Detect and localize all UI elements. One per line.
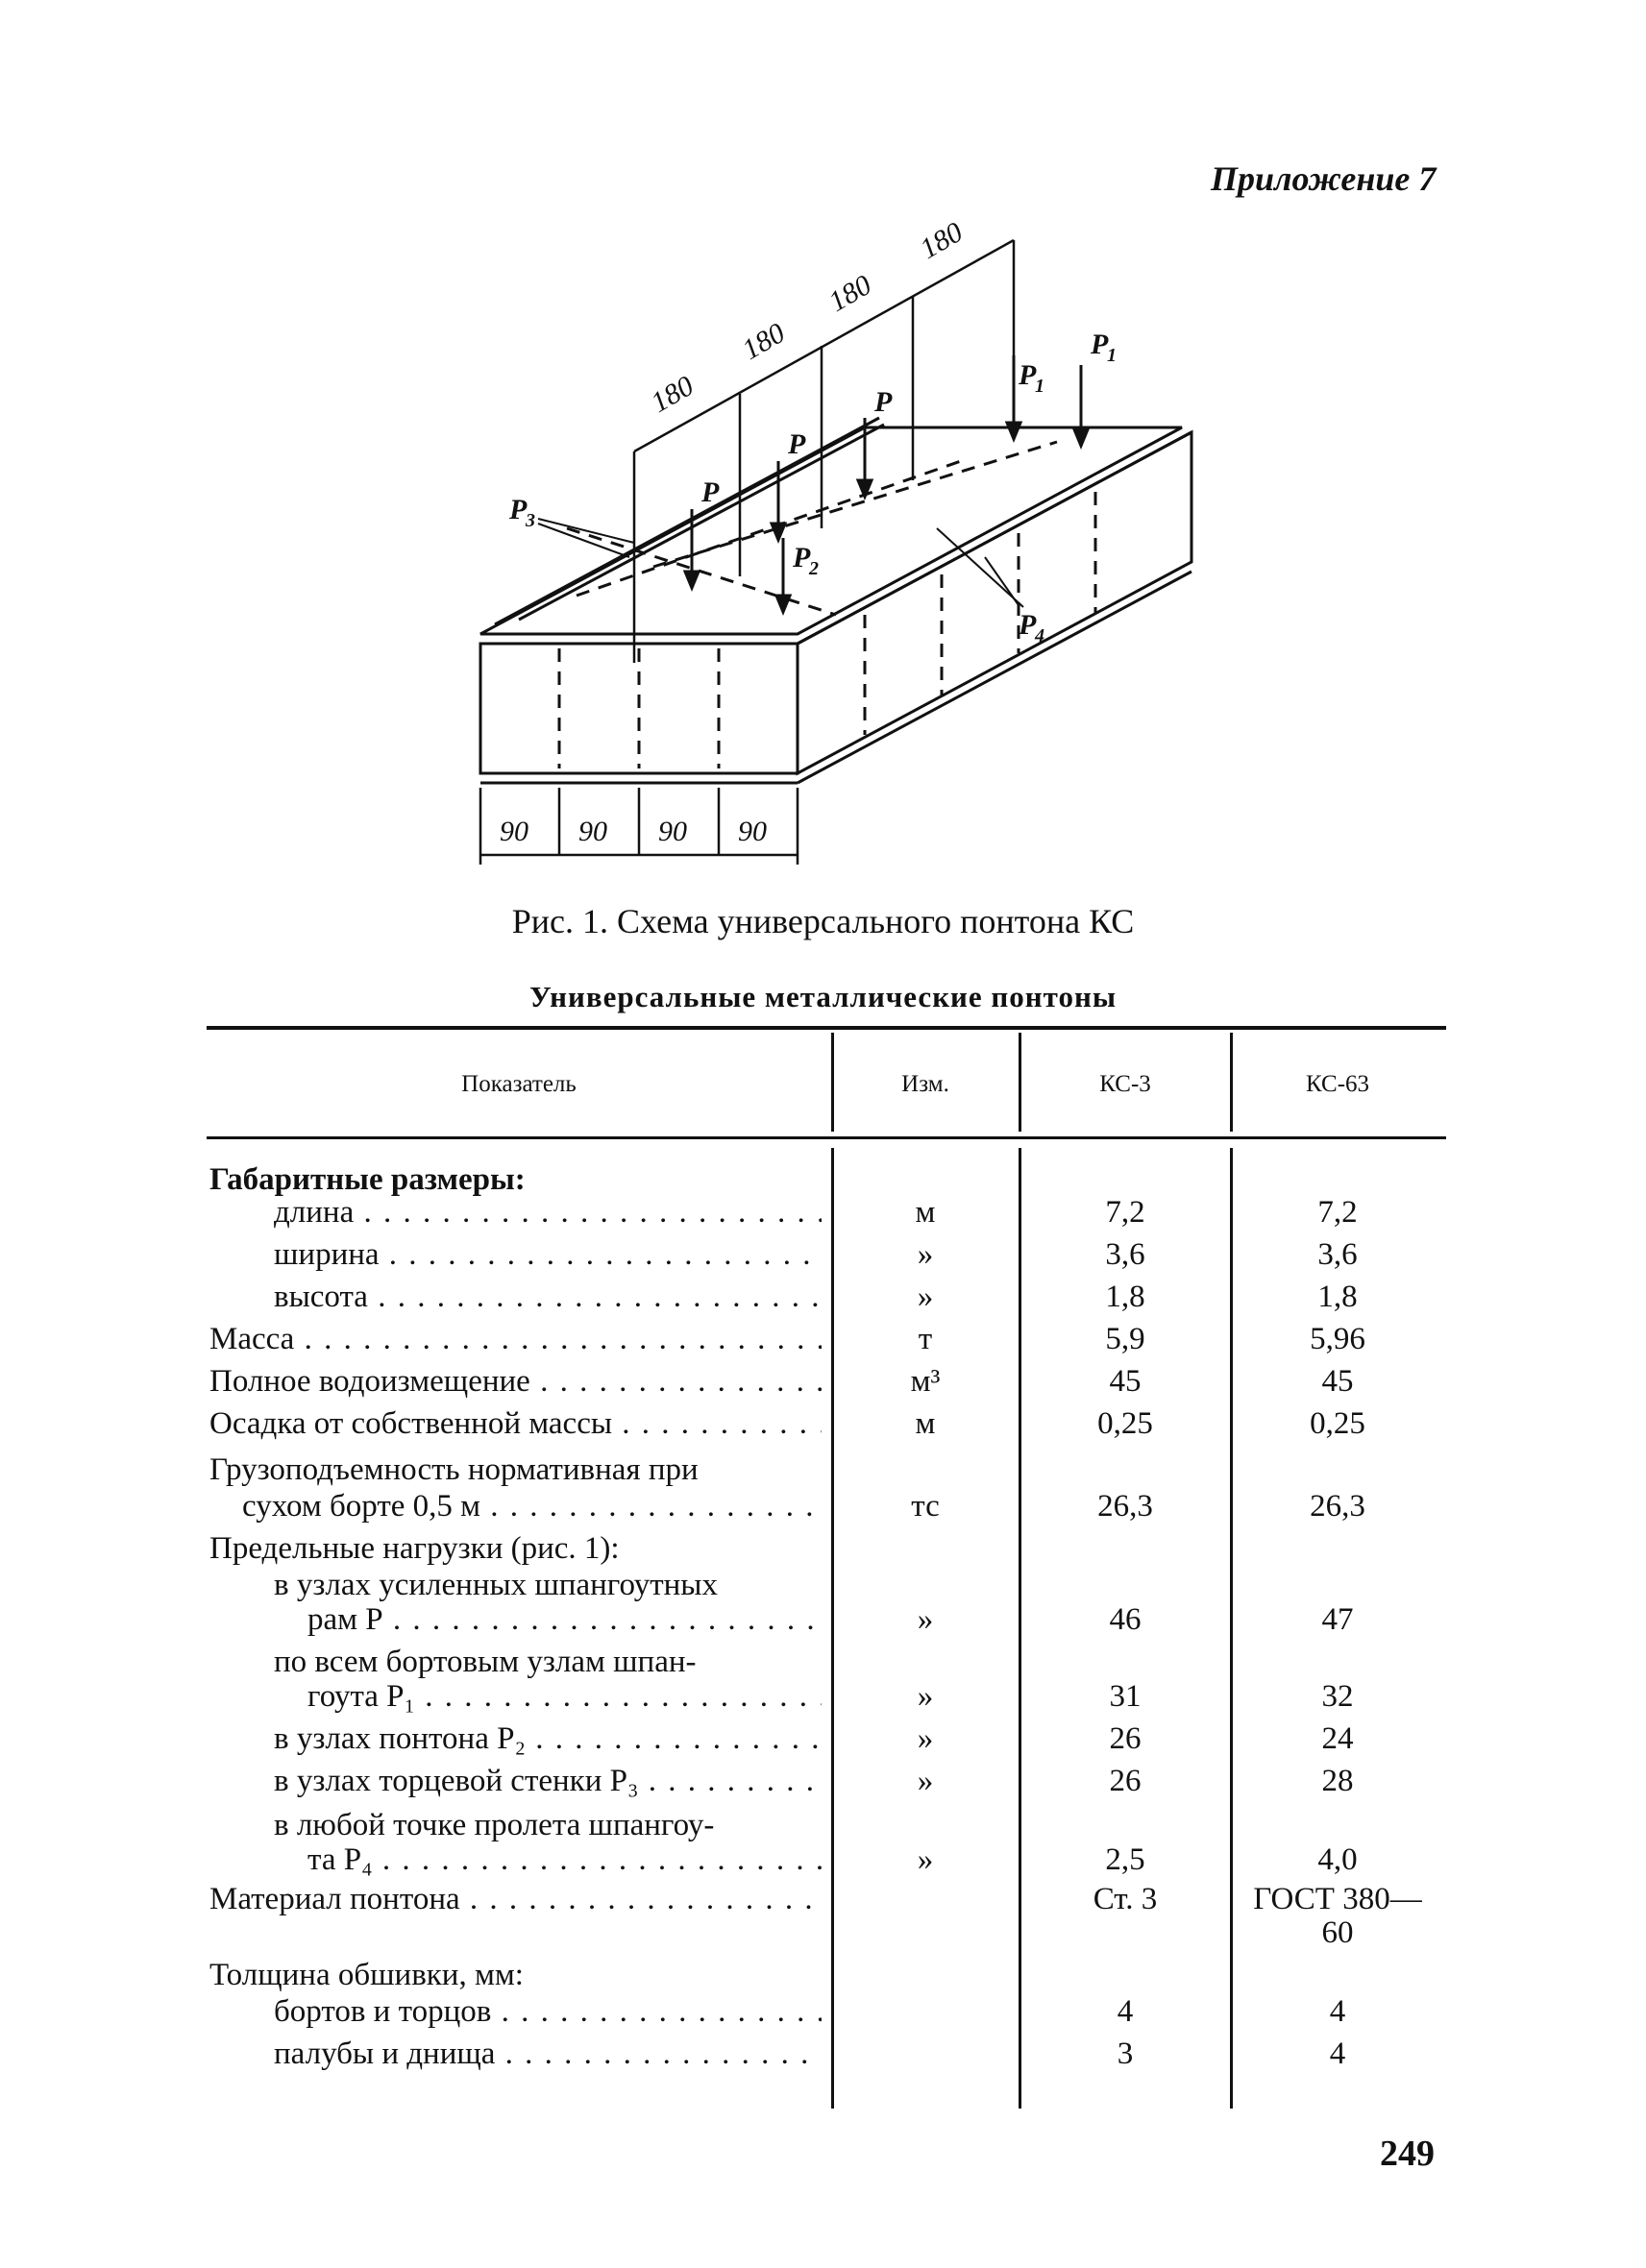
table-row — [0, 1990, 1646, 2033]
row-unit: м³ — [910, 1364, 941, 1399]
dim-bottom-3: 90 — [658, 816, 687, 847]
pontoon-figure — [461, 211, 1211, 884]
row-ks3: Ст. 3 — [1093, 1882, 1158, 1916]
row-ks3: 5,9 — [1105, 1322, 1145, 1356]
row-label: бортов и торцов . . . — [274, 1990, 822, 2033]
row-ks63: 4 — [1329, 2036, 1346, 2071]
load-label-p-3: P — [874, 386, 893, 418]
table-row — [0, 1839, 1646, 1881]
row-ks63: 4 — [1329, 1994, 1346, 2029]
row-unit: » — [917, 1679, 934, 1714]
load-label-p1-b: P — [1091, 329, 1109, 360]
load-label-p1-a: P — [1019, 359, 1037, 391]
col-header-unit: Изм. — [901, 1071, 949, 1097]
row-ks3: 3,6 — [1105, 1237, 1145, 1272]
table-row — [0, 2033, 1646, 2075]
row-ks3: 26 — [1109, 1721, 1142, 1756]
row-label: гоута P₁ . . . — [307, 1675, 822, 1718]
row-label: Масса . . . — [209, 1318, 822, 1360]
row-ks3: 45 — [1109, 1364, 1142, 1399]
row-ks63: 24 — [1321, 1721, 1354, 1756]
row-unit: м — [915, 1195, 936, 1230]
row-label: в узлах усиленных шпангоутных — [274, 1568, 718, 1602]
load-label-p3: P — [509, 494, 528, 525]
internal-frames — [559, 442, 1095, 768]
row-label: в любой точке пролета шпангоу- — [274, 1808, 715, 1842]
row-ks3: 26 — [1109, 1764, 1142, 1798]
row-label: по всем бортовым узлам шпан- — [274, 1645, 697, 1679]
row-ks63: 7,2 — [1317, 1195, 1358, 1230]
top-dimension-line — [634, 240, 1014, 663]
pontoon-outline — [480, 418, 1192, 783]
row-ks63: 1,8 — [1317, 1280, 1358, 1314]
row-ks3: 1,8 — [1105, 1280, 1145, 1314]
dim-bottom-4: 90 — [738, 816, 767, 847]
dim-top-4: 180 — [915, 215, 969, 266]
table-row — [0, 1318, 1646, 1360]
row-ks63: 28 — [1321, 1764, 1354, 1798]
row-label: Полное водоизмещение . . . — [209, 1360, 822, 1402]
row-ks63: 60 — [1321, 1915, 1354, 1950]
row-ks63: 5,96 — [1310, 1322, 1365, 1356]
row-ks3: 4 — [1117, 1994, 1134, 2029]
row-label: Осадка от собственной массы . . . — [209, 1402, 822, 1445]
load-label-p1-a-sub: 1 — [1035, 376, 1044, 397]
row-ks3: 26,3 — [1097, 1489, 1153, 1524]
table-row — [0, 1718, 1646, 1760]
col-header-ks63: КС-63 — [1305, 1071, 1370, 1097]
load-label-p2: P — [793, 542, 811, 573]
dim-top-2: 180 — [737, 316, 791, 367]
load-label-p3-sub: 3 — [526, 510, 535, 531]
table-header-rule — [207, 1136, 1446, 1139]
row-unit: тс — [911, 1489, 940, 1524]
row-ks63: 32 — [1321, 1679, 1354, 1714]
table-row — [0, 1598, 1646, 1641]
load-label-p1-b-sub: 1 — [1107, 345, 1117, 366]
table-row — [0, 1360, 1646, 1402]
table-row — [0, 1675, 1646, 1718]
row-label: сухом борте 0,5 м . . . — [242, 1485, 822, 1527]
load-label-p4: P — [1019, 609, 1037, 641]
row-label: ширина . . . — [274, 1233, 822, 1276]
row-ks63: 4,0 — [1317, 1842, 1358, 1877]
figure-caption: Рис. 1. Схема универсального понтона КС — [511, 902, 1135, 940]
table-row — [0, 1760, 1646, 1802]
row-unit: » — [917, 1237, 934, 1272]
table-title: Универсальные металлические понтоны — [528, 980, 1118, 1013]
row-ks63: 47 — [1321, 1602, 1354, 1637]
row-unit: » — [917, 1280, 934, 1314]
row-label: палубы и днища . . . — [274, 2033, 822, 2075]
row-ks3: 31 — [1109, 1679, 1142, 1714]
load-label-p2-sub: 2 — [809, 558, 819, 579]
table-row — [0, 1485, 1646, 1527]
table-row — [0, 1233, 1646, 1276]
load-label-p4-sub: 4 — [1035, 625, 1044, 646]
row-label: Материал понтона . . . — [209, 1878, 822, 1920]
row-unit: » — [917, 1602, 934, 1637]
row-ks3: 2,5 — [1105, 1842, 1145, 1877]
dim-top-3: 180 — [823, 268, 877, 319]
row-label: та P₄ . . . — [307, 1839, 822, 1881]
row-unit: » — [917, 1842, 934, 1877]
dim-top-1: 180 — [646, 369, 700, 420]
load-label-p-1: P — [701, 476, 720, 508]
row-ks3: 46 — [1109, 1602, 1142, 1637]
row-label: Толщина обшивки, мм: — [209, 1958, 524, 1992]
row-label: Предельные нагрузки (рис. 1): — [209, 1531, 620, 1566]
row-label: Грузоподъемность нормативная при — [209, 1452, 699, 1487]
row-ks63: 3,6 — [1317, 1237, 1358, 1272]
row-ks3: 7,2 — [1105, 1195, 1145, 1230]
table-row — [0, 1191, 1646, 1233]
row-ks3: 3 — [1117, 2036, 1134, 2071]
row-ks63: 26,3 — [1310, 1489, 1365, 1524]
page-number: 249 — [1380, 2134, 1435, 2174]
row-label: Габаритные размеры: — [209, 1162, 526, 1197]
load-label-p-2: P — [788, 428, 806, 460]
row-label: рам P . . . — [307, 1598, 822, 1641]
row-label: в узлах торцевой стенки P₃ . . . — [274, 1760, 822, 1802]
row-unit: » — [917, 1721, 934, 1756]
dim-bottom-2: 90 — [578, 816, 607, 847]
table-top-rule — [207, 1026, 1446, 1030]
row-ks63: ГОСТ 380— — [1253, 1882, 1422, 1916]
row-unit: т — [918, 1322, 933, 1356]
col-header-ks3: КС-3 — [1099, 1071, 1151, 1097]
row-ks63: 45 — [1321, 1364, 1354, 1399]
row-unit: м — [915, 1406, 936, 1441]
row-ks3: 0,25 — [1097, 1406, 1153, 1441]
row-label: длина . . . — [274, 1191, 822, 1233]
row-label: в узлах понтона P₂ . . . — [274, 1718, 822, 1760]
appendix-label: Приложение 7 — [1211, 159, 1437, 198]
col-header-indicator: Показатель — [461, 1071, 577, 1097]
row-label: высота . . . — [274, 1276, 822, 1318]
row-unit: » — [917, 1764, 934, 1798]
pontoon-schematic — [461, 211, 1211, 884]
table-row — [0, 1912, 1646, 1954]
table-row — [0, 1402, 1646, 1445]
row-ks63: 0,25 — [1310, 1406, 1365, 1441]
table-row — [0, 1276, 1646, 1318]
dim-bottom-1: 90 — [500, 816, 528, 847]
